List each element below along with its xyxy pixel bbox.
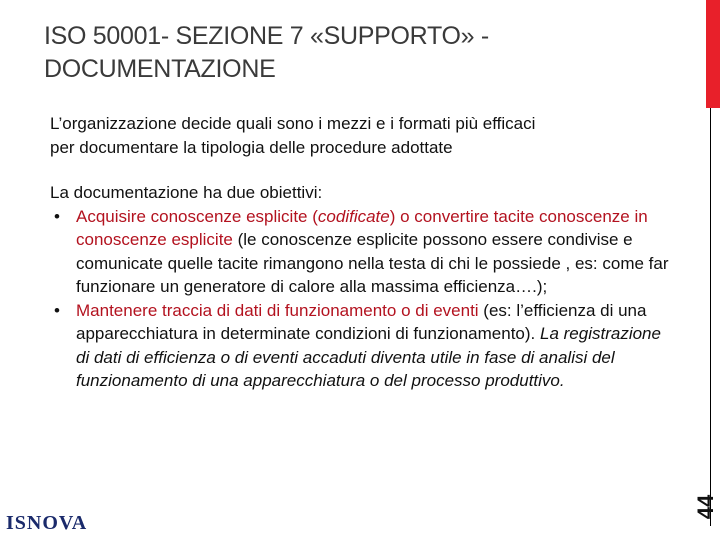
- slide-title: [44, 20, 694, 86]
- paragraph-intro-line-1: L’organizzazione decide quali sono i mezzi e i formati più efficaci: [50, 114, 536, 133]
- list-item: [50, 205, 670, 299]
- objectives-list: [50, 205, 670, 393]
- bullet1-text-italic: codificate: [317, 206, 390, 226]
- objectives-intro: La documentazione ha due obiettivi:: [50, 183, 323, 202]
- bullet1-text-a: Acquisire conoscenze esplicite (: [76, 206, 318, 226]
- list-item: [50, 299, 670, 393]
- bullet1-text-b: ) o convertire tacite conoscenze in conoscenze esplicite: [76, 206, 648, 249]
- page-number: 44: [693, 494, 718, 520]
- paragraph-intro-line-2: per documentare la tipologia delle procedure adottate: [50, 138, 453, 157]
- slide-title-line-1: ISO 50001- SEZIONE 7 «SUPPORTO» -: [44, 22, 489, 50]
- slide-title-line-2: DOCUMENTAZIONE: [44, 55, 276, 83]
- bullet-icon: •: [54, 206, 60, 226]
- vertical-divider: [710, 108, 711, 526]
- objectives-block: [50, 181, 670, 393]
- bullet1-text-c: (le conoscenze esplicite possono essere condivise e comunicate quelle tacite rimangono nella testa di chi le possiede , es: come far funzionare un generatore di calore alla massima efficienza….);: [76, 230, 669, 296]
- isnova-logo: ISNOVA: [6, 512, 88, 534]
- bullet2-text-italic: La registrazione di dati di efficienza o di eventi accaduti diventa utile in fase di analisi del funzionamento di una apparecchiatura o del processo produttivo.: [76, 324, 661, 390]
- paragraph-intro: [50, 112, 650, 160]
- bullet-icon: •: [54, 300, 60, 320]
- bullet2-text-a: Mantenere traccia di dati di funzionamento o di eventi: [76, 300, 479, 320]
- accent-bar: [706, 0, 720, 108]
- bullet2-text-b: (es: l’efficienza di una apparecchiatura in determinate condizioni di funzionamento).: [76, 300, 647, 343]
